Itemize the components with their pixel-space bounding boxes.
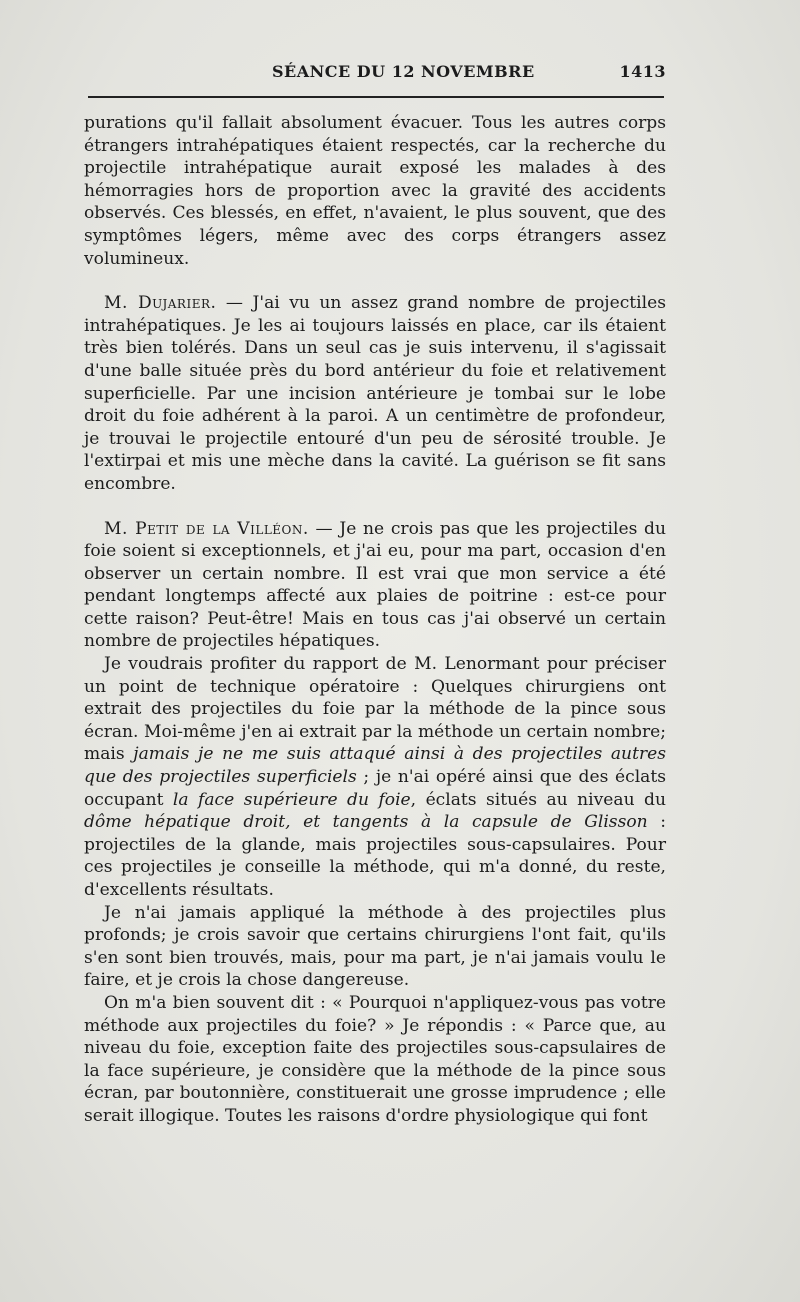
speaker-name: M. Dujarier.	[104, 293, 217, 314]
text-run: Je voudrais profiter du rapport de M. Lenormant pour préciser un point de technique opératoire : Quelques chirurgiens ont extrait des projectiles du foie par la méthode de la pince sous écran. Moi-même j'en ai extrait par la méthode un certain nombre; mais	[84, 654, 666, 765]
paragraph-technique	[84, 653, 666, 902]
paragraph-continuation: purations qu'il fallait absolument évacuer. Tous les autres corps étrangers intrahépatiques étaient respectés, car la recherche du projectile intrahépatique aurait exposé les malades à des hémorragies hors de proportion avec la gravité des accidents observés. Ces blessés, en effet, n'avaient, le plus souvent, que des symptômes légers, même avec des corps étrangers assez volumineux.	[84, 113, 666, 269]
italic-run: la face supérieure du foie	[172, 789, 411, 810]
paragraph-deep-projectiles: Je n'ai jamais appliqué la méthode à des projectiles plus profonds; je crois savoir que certains chirurgiens l'ont fait, qu'ils s'en sont bien trouvés, mais, pour ma part, je n'ai jamais voulu le faire, et je crois la chose dangereuse.	[84, 902, 666, 991]
italic-run: dôme hépatique droit, et tangents à la capsule de Glisson	[84, 812, 648, 833]
paragraph-gap	[84, 496, 666, 518]
text-run: : projectiles de la glande, mais projectiles sous-capsulaires. Pour ces projectiles je conseille la méthode, qui m'a donné, du reste, d'excellents résultats.	[84, 812, 666, 900]
page-body	[84, 112, 666, 1128]
paragraph-gap	[84, 270, 666, 292]
paragraph-question: On m'a bien souvent dit : « Pourquoi n'appliquez-vous pas votre méthode aux projectiles du foie? » Je répondis : « Parce que, au niveau du foie, exception faite des projectiles sous-capsulaires de la face supérieure, je considère que la méthode de la pince sous écran, par boutonnière, constituerait une grosse imprudence ; elle serait illogique. Toutes les raisons d'ordre physiologique qui font	[84, 992, 666, 1126]
running-header	[88, 58, 668, 86]
text-run: ; je n'ai opéré ainsi que des éclats occupant	[84, 767, 666, 810]
page-number: 1413	[619, 62, 666, 81]
text-run: , éclats situés au niveau du	[410, 789, 666, 810]
speaker-text: — J'ai vu un assez grand nombre de projectiles intrahépatiques. Je les ai toujours laissés en place, car ils étaient très bien tolérés. Dans un seul cas je suis intervenu, il s'agissait d'une balle située près du bord antérieur du foie et relativement superficielle. Par une incision antérieure je tombai sur le lobe droit du foie adhérent à la paroi. A un centimètre de profondeur, je trouvai le projectile entouré d'un peu de sérosité trouble. Je l'extirpai et mis une mèche dans la cavité. La guérison se fit sans encombre.	[84, 293, 666, 494]
header-rule	[88, 96, 664, 98]
paragraph-petit-de-la-villeon	[84, 518, 666, 654]
italic-run: jamais je ne me suis attaqué ainsi à des projectiles autres que des projectiles superficiels	[84, 744, 666, 788]
speaker-name: M. Petit de la Villéon.	[104, 518, 309, 539]
header-title: SÉANCE DU 12 NOVEMBRE	[272, 62, 535, 81]
speaker-text: — Je ne crois pas que les projectiles du foie soient si exceptionnels, et j'ai eu, pour ma part, occasion d'en observer un certain nombre. Il est vrai que mon service a été pendant longtemps affecté aux plaies de poitrine : est-ce pour cette raison? Peut-être! Mais en tous cas j'ai observé un certain nombre de projectiles hépatiques.	[84, 518, 667, 652]
paragraph-dujarier	[84, 292, 666, 495]
